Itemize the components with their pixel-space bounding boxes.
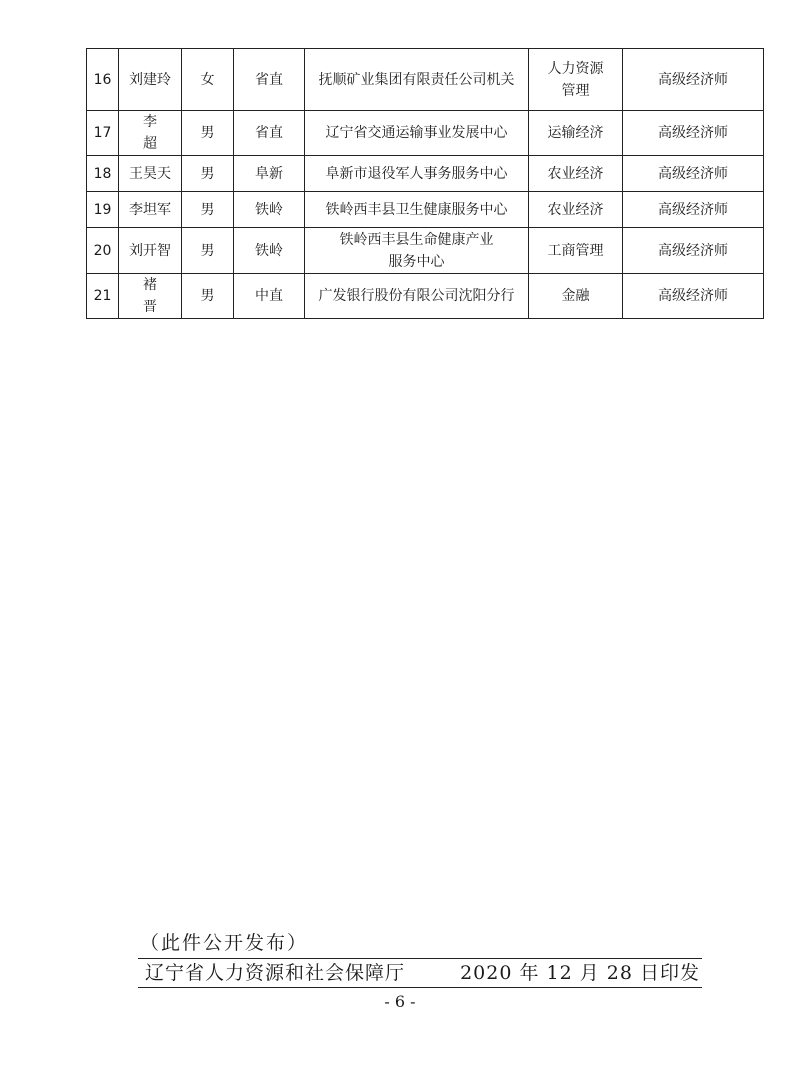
table-row	[87, 274, 764, 319]
name-cell: 李坦军	[119, 192, 182, 228]
title-cell: 高级经济师	[623, 192, 764, 228]
name-cell: 李 超	[119, 111, 182, 156]
specialty-line: 农业经济	[547, 201, 604, 218]
work-unit-cell	[305, 49, 529, 111]
specialty-cell	[529, 111, 623, 156]
publication-note: （此件公开发布）	[140, 932, 309, 954]
work-unit-cell	[305, 111, 529, 156]
title-cell: 高级经济师	[623, 274, 764, 319]
title-cell: 高级经济师	[623, 156, 764, 192]
row-number-cell: 18	[87, 156, 119, 192]
region-cell: 省直	[234, 49, 305, 111]
specialty-line: 农业经济	[547, 165, 604, 182]
work-unit-cell	[305, 228, 529, 274]
table-row	[87, 228, 764, 274]
table-body	[87, 49, 764, 319]
region-cell: 阜新	[234, 156, 305, 192]
title-cell: 高级经济师	[623, 228, 764, 274]
issue-date: 2020 年 12 月 28 日印发	[460, 962, 700, 984]
personnel-table	[86, 48, 764, 319]
table-row	[87, 49, 764, 111]
gender-cell: 男	[182, 156, 234, 192]
table-row	[87, 192, 764, 228]
name-cell: 褚 晋	[119, 274, 182, 319]
row-number-cell: 17	[87, 111, 119, 156]
specialty-cell	[529, 274, 623, 319]
work-unit-line: 铁岭西丰县卫生健康服务中心	[325, 201, 508, 218]
table-row	[87, 156, 764, 192]
gender-cell: 女	[182, 49, 234, 111]
specialty-line: 金融	[561, 288, 590, 304]
region-cell: 铁岭	[234, 228, 305, 274]
row-number-cell: 16	[87, 49, 119, 111]
specialty-line: 管理	[561, 82, 590, 99]
issuing-authority: 辽宁省人力资源和社会保障厅	[145, 962, 406, 984]
page-number: - 6 -	[384, 992, 416, 1011]
name-cell: 刘开智	[119, 228, 182, 274]
row-number-cell: 19	[87, 192, 119, 228]
work-unit-line: 铁岭西丰县生命健康产业	[339, 231, 494, 248]
work-unit-line: 广发银行股份有限公司沈阳分行	[318, 288, 515, 304]
footer-rule-bottom	[138, 987, 702, 988]
gender-cell: 男	[182, 274, 234, 319]
region-cell: 省直	[234, 111, 305, 156]
title-cell: 高级经济师	[623, 49, 764, 111]
name-cell: 王昊天	[119, 156, 182, 192]
work-unit-line: 抚顺矿业集团有限责任公司机关	[318, 71, 515, 88]
work-unit-line: 阜新市退役军人事务服务中心	[325, 165, 508, 182]
work-unit-line: 服务中心	[388, 253, 445, 270]
gender-cell: 男	[182, 192, 234, 228]
row-number-cell: 20	[87, 228, 119, 274]
specialty-cell	[529, 156, 623, 192]
title-cell: 高级经济师	[623, 111, 764, 156]
table-row	[87, 111, 764, 156]
gender-cell: 男	[182, 228, 234, 274]
region-cell: 铁岭	[234, 192, 305, 228]
work-unit-line: 辽宁省交通运输事业发展中心	[325, 125, 508, 141]
specialty-line: 运输经济	[547, 125, 604, 141]
row-number-cell: 21	[87, 274, 119, 319]
region-cell: 中直	[234, 274, 305, 319]
specialty-cell	[529, 49, 623, 111]
specialty-cell	[529, 228, 623, 274]
gender-cell: 男	[182, 111, 234, 156]
name-cell: 刘建玲	[119, 49, 182, 111]
work-unit-cell	[305, 274, 529, 319]
work-unit-cell	[305, 156, 529, 192]
specialty-line: 人力资源	[547, 60, 604, 77]
specialty-cell	[529, 192, 623, 228]
specialty-line: 工商管理	[547, 242, 604, 259]
work-unit-cell	[305, 192, 529, 228]
